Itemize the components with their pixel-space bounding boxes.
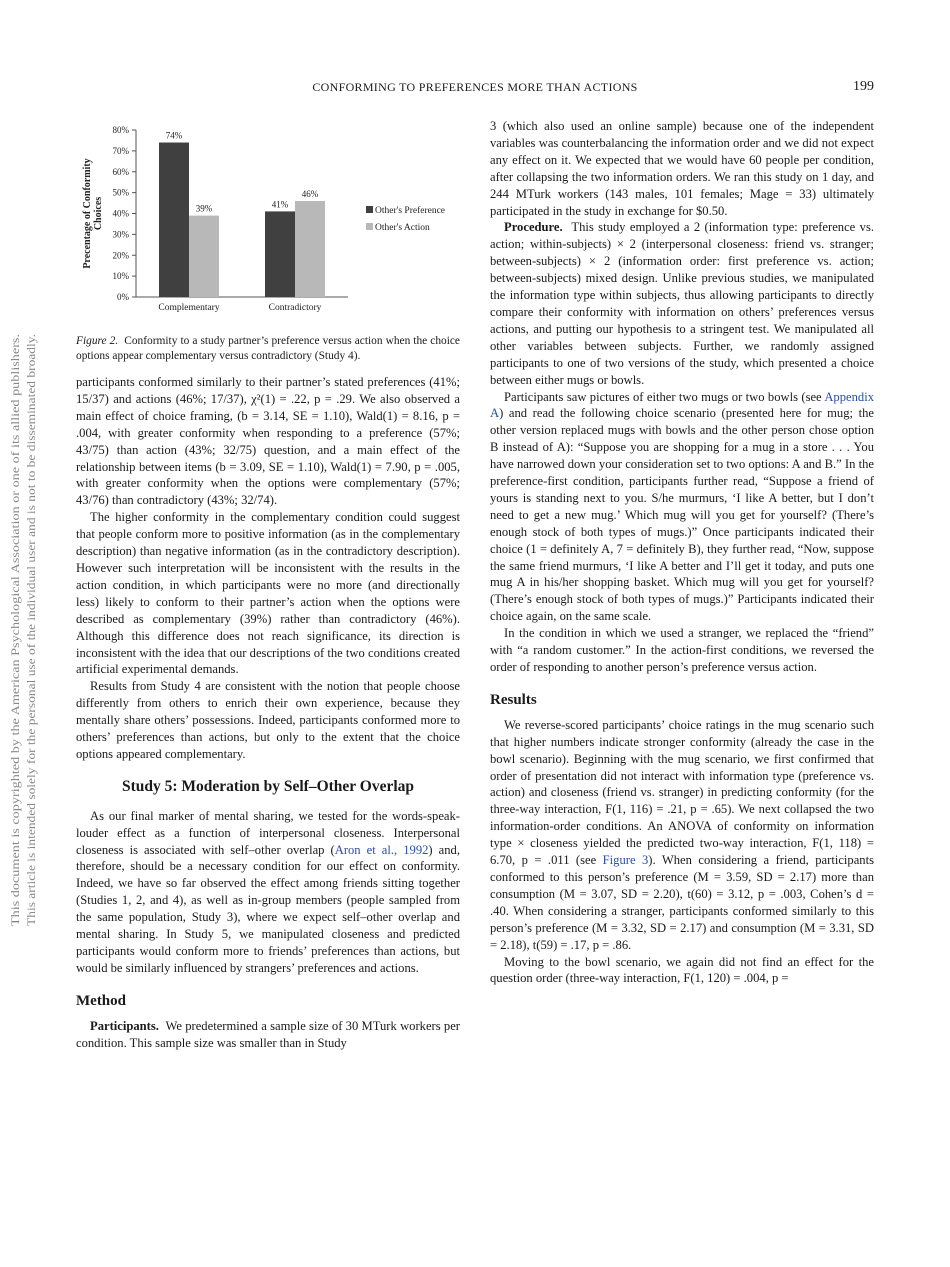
figure-caption-text: Conformity to a study partner’s preference versus action when the choice options appear complementary versus contradictory (Study 4). — [76, 335, 460, 362]
watermark-line-1: This document is copyrighted by the American Psychological Association or one of its allied publishers. — [10, 455, 22, 926]
study5-heading: Study 5: Moderation by Self–Other Overlap — [121, 777, 415, 795]
y-tick-label: 10% — [112, 271, 129, 282]
legend-swatch — [366, 223, 373, 230]
left-paragraph-4 — [76, 808, 460, 977]
legend-swatch — [366, 206, 373, 213]
y-tick-label: 40% — [112, 208, 129, 219]
left-paragraph-5 — [76, 1018, 460, 1052]
right-paragraph-1: 3 (which also used an online sample) because one of the independent variables was counterbalancing the information order and we did not expect any effect on it. We expected that we would have 60 people per condition, after collapsing the two information orders. We ran this study on 1 day, and 244 MTurk workers (143 males, 101 females; Mage = 33) ultimately participated in the study in exchange for $0.50. — [490, 119, 874, 218]
bar — [189, 216, 219, 297]
figure3-link[interactable]: Figure 3 — [602, 853, 649, 868]
p4-text-a: As our final marker of mental sharing, we tested for the words-speak-louder effect as a function of interpersonal closeness. Interpersonal closeness is associated with self–other overlap ( — [76, 808, 460, 857]
citation-link[interactable]: Aron et al., 1992 — [334, 842, 429, 857]
p3-text-b: ) and read the following choice scenario (presented here for mug; the other version replaced mugs with bowls and the other person chose option B instead of A): “Suppose you are shopping for a mug in a store . . . You have narrowed down your consideration set to two options: A and B.” In the preference-first condition, participants further read, “Suppose a friend of yours is standing next to you. S/he murmurs, ‘I like A better, but I don’t need to get a new mug.’ Which mug will you get for yourself? (There’s enough stock of both types of mugs.)” Once participants indicated their choice (1 = definitely A, 7 = definitely B), they further read, “Now, suppose the same friend murmurs, ‘I like A better and I’ll get it today, and puts one mug A in his/her shopping basket. Which mug will you get for yourself? (There’s enough stock of both types of mugs.)” Participants indicated their choice again, on the same scale. — [490, 406, 874, 624]
figure-2 — [76, 118, 460, 330]
right-paragraph-5 — [490, 717, 874, 954]
left-paragraph-3: Results from Study 4 are consistent with the notion that people choose differently from others to enrich their own experience, because they mentally share others’ possessions. Indeed, participants conformed more to others’ preferences than actions, but only to the extent that the choice options appeared complementary. — [76, 679, 460, 761]
y-tick-label: 50% — [112, 187, 129, 198]
y-tick-label: 80% — [112, 125, 129, 135]
page-header — [76, 80, 874, 100]
legend-label: Other's Action — [375, 223, 430, 233]
y-tick-label: 60% — [112, 166, 129, 177]
watermark-line-2: This article is intended solely for the personal use of the individual user and is not to be disseminated broadly. — [26, 429, 38, 926]
data-label: 41% — [271, 199, 289, 210]
page-number: 199 — [853, 79, 874, 94]
procedure-text: This study employed a 2 (information type: preference vs. action; within-subjects) × 2 (interpersonal closeness: friend vs. stranger; between-subjects) × 2 (information order: first preference vs. action; between-subjects) mixed design. Unlike previous studies, we manipulated the information type within subjects, thus allowing participants to directly compare their conformity with information on others’ preferences versus actions, and putting our hypothesis to a stringent test. We manipulated all other variables between subjects. Further, we randomly assigned participants to one of two versions of the study, which presented a choice between either mugs or bowls. — [490, 220, 874, 387]
p5-text-b: ). When considering a friend, participants conformed to this person’s preference (M = 3.59, SD = 2.17) more than consumption (M = 3.07, SD = 2.20), t(60) = 3.12, p = .003, Cohen’s d = .40. When considering a stranger, participants conformed similarly to this person’s preference (M = 3.32, SD = 2.17) and consumption (M = 3.31, SD = 2.18), t(59) = .17, p = .86. — [490, 853, 874, 952]
right-paragraph-4: In the condition in which we used a stranger, we replaced the “friend” with “a random customer.” In the action-first conditions, we reversed the order of responding to another person’s preference versus action. — [490, 626, 874, 674]
left-paragraph-2: The higher conformity in the complementary condition could suggest that people conform more to positive information (as in the complementary description) than negative information (as in the contradictory description). However such interpretation will be inconsistent with the results in the action condition, in which participants were no more (and directionally less) likely to conform to their partner’s action when the options were described as complementary (39%) rather than contradictory (46%). Although this difference does not reach significance, its direction is inconsistent with the idea that our descriptions of the two conditions created artificial experimental demands. — [76, 510, 460, 677]
right-paragraph-3 — [490, 389, 874, 626]
p3-text-a: Participants saw pictures of either two mugs or two bowls (see — [504, 389, 825, 404]
data-label: 39% — [195, 203, 213, 214]
data-label: 46% — [301, 188, 319, 199]
y-tick-label: 20% — [112, 250, 129, 261]
p5-text: We predetermined a sample size of 30 MTurk workers per condition. This sample size was smaller than in Study — [76, 1018, 460, 1050]
category-label: Complementary — [158, 303, 220, 313]
copyright-watermark — [4, 330, 44, 930]
legend-label: Other's Preference — [375, 206, 446, 216]
bar-chart — [76, 118, 460, 330]
left-paragraph-1: participants conformed similarly to their partner’s stated preferences (41%; 15/37) and actions (46%; 17/37), χ²(1) = .22, p = .29. We also observed a main effect of choice framing, (b = 3.14, SE = 1.10), Wald(1) = 8.16, p = .004, with greater conformity when responding to a preference (57%; 43/75) than action (43%; 32/75) question, and a main effect of the relationship between items (b = 3.09, SE = 1.10), Wald(1) = 7.90, p = .005, with greater conformity when the options were complementary (57%; 43/76) than contradictory (43%; 32/74). — [76, 375, 460, 508]
category-label: Contradictory — [268, 303, 322, 313]
running-head: CONFORMING TO PREFERENCES MORE THAN ACTIONS — [312, 80, 638, 94]
right-paragraph-6: Moving to the bowl scenario, we again did not find an effect for the question order (three-way interaction, F(1, 120) = .004, p = — [490, 954, 874, 986]
right-paragraph-2 — [490, 219, 874, 388]
y-axis-label-line-2: Choices — [93, 196, 104, 231]
y-axis-label-line-1: Precentage of Conformity — [82, 158, 93, 269]
data-label: 74% — [165, 130, 183, 141]
results-heading: Results — [490, 691, 537, 708]
p5-text-a: We reverse-scored participants’ choice ratings in the mug scenario such that higher numbers indicate stronger conformity (already the case in the bowl scenario). Beginning with the mug scenario, we first confirmed that order of presentation did not interact with information type (preference vs. action) and closeness (friend vs. stranger) in predicting conformity (for the three-way interaction, F(1, 116) = .21, p = .65). We next collapsed the two information-order conditions. An ANOVA of conformity on information type × closeness yielded the predicted two-way interaction, F(1, 118) = 6.70, p = .011 (see — [490, 717, 874, 868]
y-tick-label: 30% — [112, 229, 129, 240]
method-heading: Method — [76, 992, 126, 1009]
figure-caption — [76, 334, 460, 364]
participants-runin: Participants. — [90, 1018, 159, 1033]
left-column — [76, 118, 460, 1052]
p4-text-b: ) and, therefore, should be a necessary condition for our effect on conformity. Indeed, we have so far observed the effect among friends sitting together (Studies 1, 2, and 4), as well as in-group members (people sampled from the same population, Study 3), where we expect self–other overlap and mental sharing. In Study 5, we manipulated closeness and predicted participants would conform more to friends’ preferences than actions, but would be similarly influenced by strangers’ preferences and actions. — [76, 842, 460, 975]
y-tick-label: 70% — [112, 145, 129, 156]
bar — [265, 211, 295, 297]
bar — [295, 201, 325, 297]
figure-label: Figure 2. — [76, 335, 119, 347]
right-column — [490, 118, 874, 987]
procedure-runin: Procedure. — [504, 220, 563, 235]
y-tick-label: 0% — [117, 292, 129, 302]
bar — [159, 143, 189, 297]
appendix-link[interactable]: Appendix A — [490, 389, 874, 421]
